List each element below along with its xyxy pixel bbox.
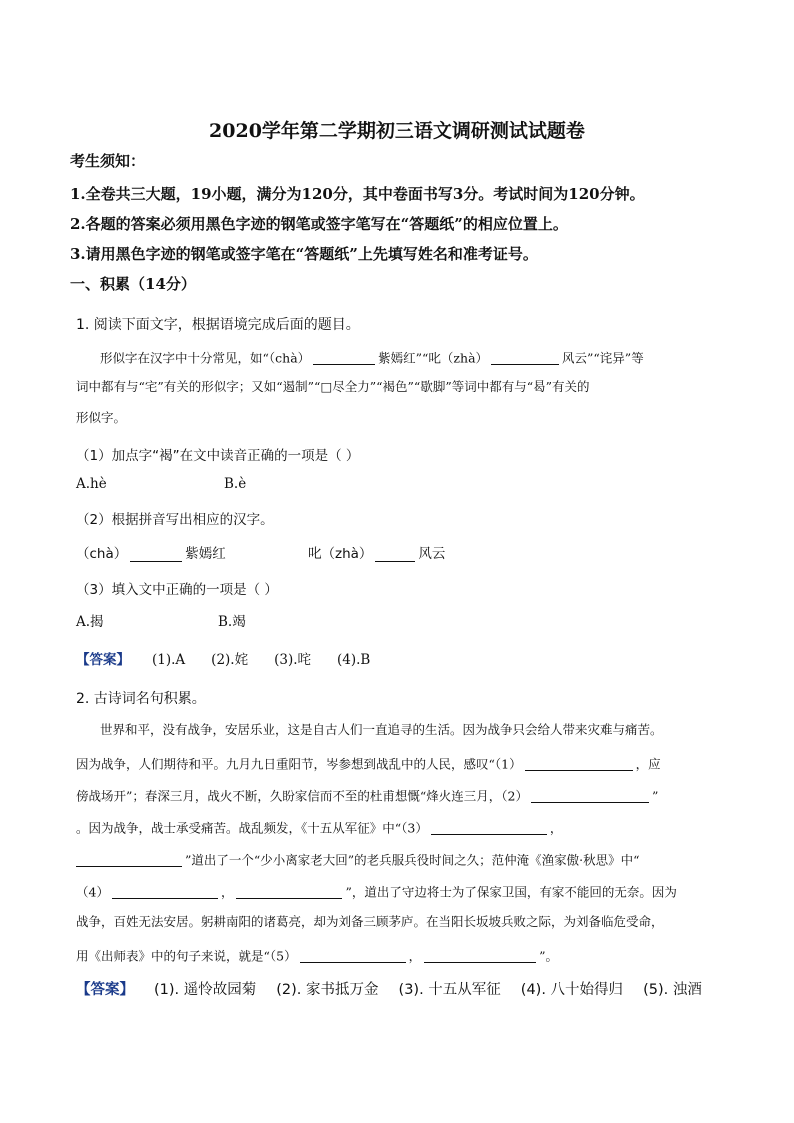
answer-blank bbox=[531, 788, 649, 803]
q2-para-text: 用《出师表》中的句子来说，就是“（5） bbox=[76, 948, 297, 964]
answer-tag: 【答案】 bbox=[76, 652, 130, 668]
q1-sub-question-3: （3）填入文中正确的一项是（ ） bbox=[76, 582, 278, 598]
q1-sub-question-1: （1）加点字“褐”在文中读音正确的一项是（ ） bbox=[76, 448, 360, 464]
q1-sub-question-2: （2）根据拼音写出相应的汉字。 bbox=[76, 512, 274, 528]
q1-paragraph-line-3: 形似字。 bbox=[76, 410, 127, 425]
answer-blank bbox=[525, 756, 633, 771]
q2-para-text: ， bbox=[408, 948, 422, 964]
q1-sub2-tail: 风云 bbox=[418, 546, 446, 562]
q2-paragraph-line-1: 世界和平，没有战争，安居乐业，这是自古人们一直追寻的生活。因为战争只会给人带来灾难与痛苦。 bbox=[100, 722, 663, 737]
q1-answer bbox=[76, 648, 370, 668]
q2-paragraph-line-5 bbox=[76, 852, 640, 867]
answer-blank bbox=[424, 948, 536, 963]
q2-paragraph-line-7: 战争，百姓无法安居。躬耕南阳的诸葛亮，却为刘备三顾茅庐。在当阳长坂坡兵败之际，为刘备临危受命， bbox=[76, 914, 664, 929]
answer-blank bbox=[313, 350, 375, 365]
q1-para-text: 形似字在汉字中十分常见，如“（chà） bbox=[100, 350, 311, 366]
answer-blank bbox=[236, 884, 342, 899]
q2-para-text: ， bbox=[549, 820, 563, 836]
q1-sub2-item-b bbox=[308, 542, 445, 562]
q1-sub3-option-b: B.竭 bbox=[218, 614, 246, 630]
q2-answer-2: (2). 家书抵万金 bbox=[276, 982, 379, 998]
q1-sub2-label: （chà） bbox=[76, 546, 128, 562]
notice-item-3: 3.请用黑色字迹的钢笔或签字笔在“答题纸”上先填写姓名和准考证号。 bbox=[70, 245, 538, 263]
answer-blank bbox=[491, 350, 559, 365]
section-heading: 一、积累（14分） bbox=[70, 275, 196, 293]
q1-answer-1: (1).A bbox=[152, 652, 186, 668]
q1-para-text: 紫嫣红”“叱（zhà） bbox=[378, 350, 489, 366]
q1-paragraph-line-1 bbox=[100, 350, 644, 365]
q2-paragraph-line-3 bbox=[76, 788, 658, 803]
page-title: 2020学年第二学期初三语文调研测试试题卷 bbox=[209, 120, 585, 142]
q2-paragraph-line-8 bbox=[76, 948, 558, 963]
q2-answer bbox=[76, 978, 702, 999]
q1-sub2-item-a bbox=[76, 542, 226, 562]
question-1-stem: 1. 阅读下面文字，根据语境完成后面的题目。 bbox=[76, 317, 360, 333]
q2-paragraph-line-6 bbox=[76, 884, 677, 899]
q1-answer-2: (2).姹 bbox=[211, 652, 249, 668]
q2-para-text: ，应 bbox=[635, 756, 661, 772]
answer-blank bbox=[431, 820, 547, 835]
q2-answer-1: (1). 遥怜故园菊 bbox=[154, 982, 257, 998]
notice-item-2: 2.各题的答案必须用黑色字迹的钢笔或签字笔写在“答题纸”的相应位置上。 bbox=[70, 215, 568, 233]
question-2-stem: 2. 古诗词名句积累。 bbox=[76, 691, 206, 707]
q1-sub2-label: 叱（zhà） bbox=[308, 546, 373, 562]
q1-paragraph-line-2: 词中都有与“宅”有关的形似字；又如“遏制”“□尽全力”“褐色”“歇脚”等词中都有与“曷”有关的 bbox=[76, 379, 590, 394]
q2-para-text: 。因为战争，战士承受痛苦。战乱频发，《十五从军征》中“（3） bbox=[76, 820, 428, 836]
answer-blank bbox=[76, 852, 182, 867]
notice-heading: 考生须知： bbox=[70, 152, 146, 170]
q2-paragraph-line-4 bbox=[76, 820, 562, 835]
q1-sub2-tail: 紫嫣红 bbox=[185, 546, 226, 562]
q2-para-text: ”，道出了守边将士为了保家卫国，有家不能回的无奈。因为 bbox=[345, 884, 677, 900]
q2-paragraph-line-2 bbox=[76, 756, 661, 771]
q2-para-text: 因为战争，人们期待和平。九月九日重阳节，岑参想到战乱中的人民，感叹“（1） bbox=[76, 756, 522, 772]
q1-answer-3: (3).咤 bbox=[274, 652, 312, 668]
q2-answer-3: (3). 十五从军征 bbox=[398, 982, 501, 998]
q2-para-text: ”道出了一个“少小离家老大回”的老兵服兵役时间之久；范仲淹《渔家傲·秋思》中“ bbox=[185, 852, 640, 868]
q2-answer-4: (4). 八十始得归 bbox=[520, 982, 624, 998]
answer-blank bbox=[300, 948, 406, 963]
q2-para-text: 傍战场开”；春深三月，战火不断，久盼家信而不至的杜甫想慨“烽火连三月，（2） bbox=[76, 788, 528, 804]
q1-para-text: 风云”“诧异”等 bbox=[562, 350, 644, 366]
q2-para-text: ， bbox=[220, 884, 234, 900]
q1-sub1-option-b: B.è bbox=[224, 476, 247, 492]
q2-answer-5: (5). 浊酒 bbox=[643, 982, 702, 998]
answer-tag: 【答案】 bbox=[76, 982, 134, 998]
q1-sub3-option-a: A.揭 bbox=[76, 614, 104, 630]
q1-answer-4: (4).B bbox=[337, 652, 371, 668]
q2-para-text: ”。 bbox=[539, 948, 559, 964]
notice-item-1: 1.全卷共三大题，19小题，满分为120分，其中卷面书写3分。考试时间为120分钟。 bbox=[70, 185, 645, 203]
q2-para-text: （4） bbox=[76, 884, 109, 900]
q2-para-text: ” bbox=[652, 788, 659, 804]
answer-blank bbox=[375, 547, 415, 562]
answer-blank bbox=[112, 884, 218, 899]
answer-blank bbox=[130, 547, 182, 562]
q1-sub1-option-a: A.hè bbox=[76, 476, 107, 492]
